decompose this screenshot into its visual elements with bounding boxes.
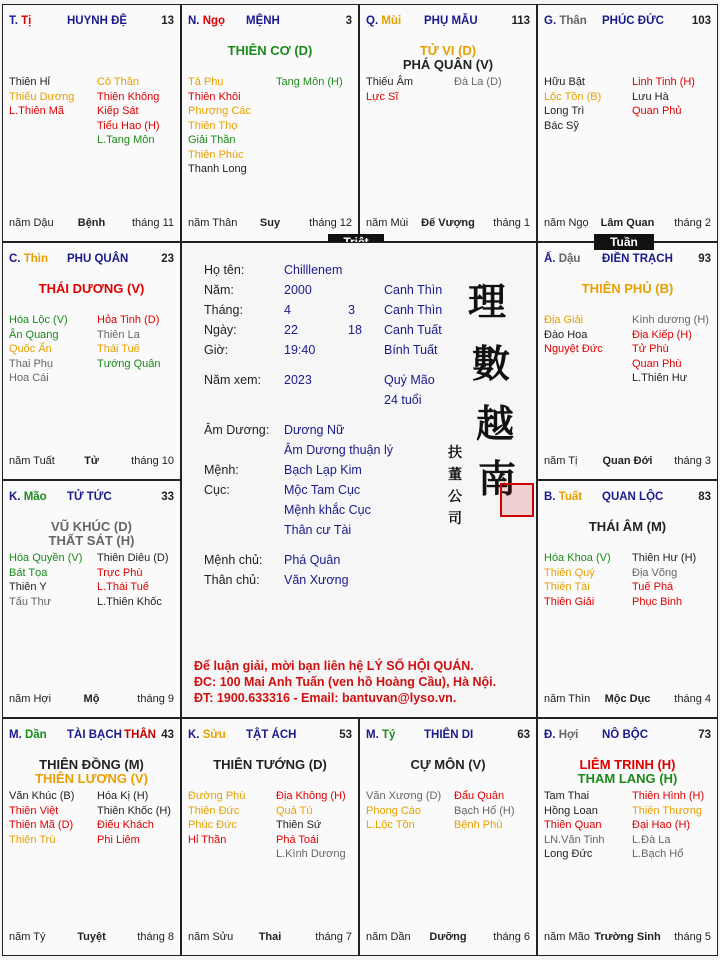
main-star: THIÊN PHỦ (B) xyxy=(581,281,674,296)
minor-star: Phượng Các xyxy=(188,105,251,117)
palace-house: TẬT ÁCH xyxy=(246,729,297,741)
palace-chi: Sửu xyxy=(202,729,226,741)
minor-star: Hỉ Thần xyxy=(188,833,227,846)
menh-chu-label: Mệnh chủ: xyxy=(204,553,263,567)
minor-star: Bác Sỹ xyxy=(544,119,579,132)
palace-chi: Dần xyxy=(24,729,47,741)
main-star: THIÊN LƯƠNG (V) xyxy=(35,771,148,786)
minor-star: Quả Tú xyxy=(276,804,313,817)
palace-can: Ấ. xyxy=(544,253,556,265)
main-star: THẤT SÁT (H) xyxy=(48,533,135,548)
minor-star: Tướng Quân xyxy=(97,357,161,370)
minor-star: Hoa Cái xyxy=(9,372,49,384)
palace-house: THIÊN DI xyxy=(424,729,474,741)
minor-star: Thiên Hư (H) xyxy=(632,552,697,564)
palace-chi: Ngọ xyxy=(202,15,226,27)
palace-house: QUAN LỘC xyxy=(602,491,664,503)
palace-year: năm Mão xyxy=(544,931,590,943)
palace-can: T. xyxy=(9,15,18,27)
than-chu-label: Thân chủ: xyxy=(204,573,260,587)
minor-star: Quan Phủ xyxy=(632,105,682,117)
minor-star: Tử Phù xyxy=(632,343,669,355)
minor-star: Ân Quang xyxy=(9,328,59,341)
palace-stage: Suy xyxy=(259,217,281,229)
minor-star: LN.Văn Tinh xyxy=(544,833,605,846)
minor-star: Địa Giải xyxy=(544,314,584,326)
minor-star: Thiên Hình (H) xyxy=(632,790,705,802)
minor-star: Hữu Bật xyxy=(544,76,585,88)
minor-star: Hỏa Tinh (D) xyxy=(97,314,160,326)
contact-line-1: Để luận giải, mời bạn liên hệ LÝ SỐ HỘI QUÁN. xyxy=(194,659,474,673)
nam-xem-label: Năm xem: xyxy=(204,373,261,387)
main-star: THÁI DƯƠNG (V) xyxy=(38,281,145,296)
palace-year: năm Dậu xyxy=(9,217,54,229)
minor-star: Long Đức xyxy=(544,848,593,860)
palace-can: Q. xyxy=(366,15,379,27)
minor-star: Thiên Diêu (D) xyxy=(97,552,169,564)
cuc-value: Mộc Tam Cục xyxy=(284,483,361,497)
minor-star: Thiếu Âm xyxy=(366,76,414,88)
palace-can: N. xyxy=(188,15,200,27)
palace-stage: Đế Vượng xyxy=(421,217,475,229)
palace-age: 23 xyxy=(161,253,174,265)
palace-month: tháng 6 xyxy=(493,931,530,943)
minor-star: L.Đà La xyxy=(632,833,671,846)
minor-star: Tang Môn (H) xyxy=(276,76,343,88)
minor-star: Hồng Loan xyxy=(544,804,598,817)
ho-ten-label: Họ tên: xyxy=(204,263,245,277)
minor-star: Thiên Quý xyxy=(544,566,595,579)
palace-year: năm Sửu xyxy=(188,931,234,943)
palace-month: tháng 4 xyxy=(674,693,711,705)
palace-house: TỬ TỨC xyxy=(67,491,112,503)
palace-age: 43 xyxy=(161,729,174,741)
seal-small-2: 董 xyxy=(448,467,462,483)
minor-star: Thái Tuế xyxy=(97,343,140,355)
ngay-am-value: 18 xyxy=(348,323,362,337)
minor-star: Linh Tinh (H) xyxy=(632,76,695,88)
palace-year: năm Mùi xyxy=(366,217,409,229)
minor-star: Thai Phụ xyxy=(9,357,54,370)
main-star: THAM LANG (H) xyxy=(577,771,678,786)
minor-star: Long Trì xyxy=(544,105,585,117)
minor-star: Giải Thần xyxy=(188,134,236,146)
minor-star: Điếu Khách xyxy=(97,819,154,831)
palace-age: 63 xyxy=(517,729,530,741)
minor-star: Tả Phụ xyxy=(188,76,224,88)
main-star: LIÊM TRINH (H) xyxy=(579,757,676,772)
palace-stage: Mộc Dục xyxy=(604,693,651,705)
minor-star: Phục Binh xyxy=(632,595,683,608)
minor-star: Hóa Quyền (V) xyxy=(9,552,83,564)
palace-month: tháng 11 xyxy=(131,217,174,229)
palace-house: PHÚC ĐỨC xyxy=(602,15,664,27)
minor-star: Thiên Thương xyxy=(632,804,703,817)
minor-star: L.Thái Tuế xyxy=(97,581,149,593)
tuoi-value: 24 tuổi xyxy=(384,393,422,407)
main-star: THIÊN TƯỚNG (D) xyxy=(213,757,327,772)
palace-chi: Mùi xyxy=(381,15,402,27)
minor-star: Hóa Lộc (V) xyxy=(9,314,68,326)
minor-star: Bát Tọa xyxy=(9,566,48,579)
palace-chi: Tý xyxy=(381,729,396,741)
minor-star: Lực Sĩ xyxy=(366,90,399,103)
thang-am-value: 3 xyxy=(348,303,355,317)
palace-age: 53 xyxy=(339,729,352,741)
palace-chi: Dậu xyxy=(558,253,581,265)
main-star: THIÊN ĐỒNG (M) xyxy=(39,757,144,772)
palace-can: C. xyxy=(9,253,21,265)
palace-house: HUYNH ĐỆ xyxy=(67,15,128,27)
minor-star: Cô Thần xyxy=(97,76,139,88)
palace-month: tháng 5 xyxy=(674,931,711,943)
minor-star: Thiên Hỉ xyxy=(9,76,50,88)
minor-star: Thiên Khôi xyxy=(188,90,241,103)
minor-star: Phi Liêm xyxy=(97,833,140,846)
am-duong-label: Âm Dương: xyxy=(204,423,270,437)
minor-star: Thiên Không xyxy=(97,90,160,103)
palace-year: năm Ngọ xyxy=(544,217,589,229)
minor-star: Tiểu Hao (H) xyxy=(97,119,160,132)
minor-star: Đào Hoa xyxy=(544,328,588,341)
minor-star: Địa Không (H) xyxy=(276,790,346,802)
ho-ten-value: Chilllenem xyxy=(284,263,343,277)
minor-star: Thiên Việt xyxy=(9,804,59,817)
palace-can: M. xyxy=(9,729,22,741)
main-star: CỰ MÔN (V) xyxy=(410,757,486,772)
palace-year: năm Tuất xyxy=(9,455,55,467)
palace-house: PHỤ MẪU xyxy=(424,15,478,27)
palace-year: năm Thân xyxy=(188,217,238,229)
gio-label: Giờ: xyxy=(204,343,229,357)
minor-star: L.Tang Môn xyxy=(97,134,155,146)
palace-stage: Trường Sinh xyxy=(594,931,661,943)
thang-value: 4 xyxy=(284,303,291,317)
palace-stage: Tuyệt xyxy=(77,931,106,943)
ngay-label: Ngày: xyxy=(204,323,237,337)
nam-value: 2000 xyxy=(284,283,312,297)
palace-stage: Quan Đới xyxy=(602,455,653,467)
palace-month: tháng 2 xyxy=(674,217,711,229)
cuc-note: Mệnh khắc Cục xyxy=(284,503,371,517)
minor-star: Thiên Tài xyxy=(544,581,590,593)
minor-star: Hóa Kị (H) xyxy=(97,790,149,802)
center-info-panel xyxy=(181,242,537,718)
menh-label: Mệnh: xyxy=(204,463,239,477)
palace-month: tháng 9 xyxy=(137,693,174,705)
minor-star: Đường Phù xyxy=(188,790,246,802)
minor-star: Kình dương (H) xyxy=(632,314,709,326)
palace-month: tháng 3 xyxy=(674,455,711,467)
minor-star: Thiên Phúc xyxy=(188,148,244,161)
ngay-value: 22 xyxy=(284,323,298,337)
than-marker: THÂN xyxy=(124,729,156,741)
gio-can-chi: Bính Tuất xyxy=(384,343,438,357)
minor-star: L.Lộc Tồn xyxy=(366,819,415,831)
palace-age: 93 xyxy=(698,253,711,265)
minor-star: Bệnh Phù xyxy=(454,819,503,831)
palace-age: 113 xyxy=(511,15,530,27)
palace-month: tháng 8 xyxy=(137,931,174,943)
palace-house: ĐIỀN TRẠCH xyxy=(602,253,673,265)
palace-month: tháng 10 xyxy=(131,455,174,467)
seal-char-4: 南 xyxy=(478,456,517,501)
main-star: VŨ KHÚC (D) xyxy=(51,519,132,534)
minor-star: Thanh Long xyxy=(188,163,247,175)
minor-star: Địa Võng xyxy=(632,566,678,579)
minor-star: Quốc Ấn xyxy=(9,343,52,355)
seal-char-3: 越 xyxy=(476,401,515,446)
cuc-label: Cục: xyxy=(204,483,230,497)
minor-star: Văn Khúc (B) xyxy=(9,790,75,802)
contact-line-2: ĐC: 100 Mai Anh Tuấn (ven hồ Hoàng Cầu), Hà Nội. xyxy=(194,675,497,689)
palace-age: 13 xyxy=(161,15,174,27)
minor-star: Thiên Thọ xyxy=(188,119,238,132)
seal-small-3: 公 xyxy=(448,489,462,505)
minor-star: Phá Toái xyxy=(276,833,319,846)
palace-age: 73 xyxy=(698,729,711,741)
minor-star: Tuế Phá xyxy=(632,581,674,593)
minor-star: Địa Kiếp (H) xyxy=(632,328,692,341)
palace-year: năm Dần xyxy=(366,931,411,943)
minor-star: Thiên La xyxy=(97,328,140,341)
minor-star: L.Kình Dương xyxy=(276,848,346,860)
palace-house: NÔ BỘC xyxy=(602,729,648,741)
palace-chi: Tị xyxy=(21,15,32,27)
palace-age: 33 xyxy=(161,491,174,503)
minor-star: Đà La (D) xyxy=(454,76,502,88)
tuan-marker: Tuần xyxy=(594,234,654,250)
main-star: THÁI ÂM (M) xyxy=(588,519,667,534)
minor-star: Phúc Đức xyxy=(188,819,237,831)
palace-stage: Tử xyxy=(84,455,99,467)
am-duong-note: Âm Dương thuận lý xyxy=(284,443,393,457)
minor-star: Lộc Tồn (B) xyxy=(544,90,602,103)
minor-star: Thiên Mã (D) xyxy=(9,819,74,831)
palace-age: 103 xyxy=(691,15,711,27)
palace-age: 3 xyxy=(345,15,352,27)
nam-can-chi: Canh Thìn xyxy=(384,283,443,297)
main-star: THIÊN CƠ (D) xyxy=(227,43,313,58)
nam-xem-value: 2023 xyxy=(284,373,312,387)
minor-star: Hóa Khoa (V) xyxy=(544,552,611,564)
palace-stage: Mộ xyxy=(83,693,100,705)
minor-star: L.Thiên Mã xyxy=(9,105,65,117)
than-chu-value: Văn Xương xyxy=(284,573,349,587)
palace-stage: Bệnh xyxy=(77,217,106,229)
palace-chi: Mão xyxy=(23,491,47,503)
palace-chi: Thìn xyxy=(23,253,48,265)
minor-star: Thiên Sứ xyxy=(276,819,322,831)
minor-star: Thiên Y xyxy=(9,581,47,593)
minor-star: L.Thiên Hư xyxy=(632,372,688,384)
gio-value: 19:40 xyxy=(284,343,316,357)
palace-chi: Thân xyxy=(559,15,587,27)
minor-star: Thiên Đức xyxy=(188,804,240,817)
palace-year: năm Tý xyxy=(9,931,46,943)
palace-age: 83 xyxy=(698,491,711,503)
minor-star: L.Bạch Hổ xyxy=(632,848,684,860)
palace-house: PHU QUÂN xyxy=(67,253,129,265)
minor-star: Kiếp Sát xyxy=(97,105,139,117)
minor-star: Thiên Trù xyxy=(9,833,56,846)
minor-star: L.Thiên Khốc xyxy=(97,595,162,608)
minor-star: Phong Cáo xyxy=(366,804,422,817)
minor-star: Thiên Khốc (H) xyxy=(97,804,171,817)
palace-can: K. xyxy=(9,491,21,503)
minor-star: Tam Thai xyxy=(544,790,590,802)
main-star: TỬ VI (D) xyxy=(419,43,477,58)
palace-month: tháng 7 xyxy=(315,931,352,943)
thang-label: Tháng: xyxy=(204,303,243,317)
minor-star: Thiên Quan xyxy=(544,819,602,831)
palace-chi: Tuất xyxy=(558,491,583,503)
palace-can: Đ. xyxy=(544,729,556,741)
seal-small-4: 司 xyxy=(448,511,462,527)
minor-star: Đại Hao (H) xyxy=(632,819,691,831)
main-star: PHÁ QUÂN (V) xyxy=(402,57,494,72)
minor-star: Lưu Hà xyxy=(632,90,669,103)
minor-star: Quan Phù xyxy=(632,357,682,370)
nam-label: Năm: xyxy=(204,283,234,297)
minor-star: Trực Phù xyxy=(97,566,143,579)
palace-can: M. xyxy=(366,729,379,741)
minor-star: Bạch Hổ (H) xyxy=(454,804,515,817)
minor-star: Đẩu Quân xyxy=(454,790,505,802)
minor-star: Thiếu Dương xyxy=(9,90,75,103)
palace-year: năm Thìn xyxy=(544,693,591,705)
thang-can-chi: Canh Thìn xyxy=(384,303,443,317)
palace-stage: Lâm Quan xyxy=(600,217,655,229)
minor-star: Thiên Giải xyxy=(544,595,595,608)
palace-year: năm Hợi xyxy=(9,693,52,705)
red-stamp xyxy=(500,483,534,517)
palace-can: G. xyxy=(544,15,557,27)
ngay-can-chi: Canh Tuất xyxy=(384,323,442,337)
palace-house: MỆNH xyxy=(246,15,280,27)
palace-year: năm Tị xyxy=(544,455,578,467)
palace-month: tháng 1 xyxy=(493,217,530,229)
palace-can: K. xyxy=(188,729,200,741)
palace-house: TÀI BẠCH xyxy=(67,729,122,741)
contact-line-3: ĐT: 1900.633316 - Email: bantuvan@lyso.vn. xyxy=(194,691,457,705)
palace-stage: Dưỡng xyxy=(429,931,467,943)
seal-small-1: 扶 xyxy=(448,445,462,461)
minor-star: Tấu Thư xyxy=(9,595,52,608)
palace-chi: Hợi xyxy=(558,729,579,741)
seal-char-1: 理 xyxy=(468,279,507,324)
minor-star: Văn Xương (D) xyxy=(366,790,442,802)
menh-chu-value: Phá Quân xyxy=(284,553,341,567)
palace-month: tháng 12 xyxy=(309,217,352,229)
palace-stage: Thai xyxy=(258,931,282,943)
menh-value: Bạch Lạp Kim xyxy=(284,463,362,477)
am-duong-value: Dương Nữ xyxy=(284,423,345,437)
palace-can: B. xyxy=(544,491,556,503)
than-cu-note: Thân cư Tài xyxy=(284,523,352,537)
seal-char-2: 數 xyxy=(472,341,511,386)
minor-star: Nguyệt Đức xyxy=(544,343,603,355)
nam-xem-can-chi: Quý Mão xyxy=(384,373,435,387)
